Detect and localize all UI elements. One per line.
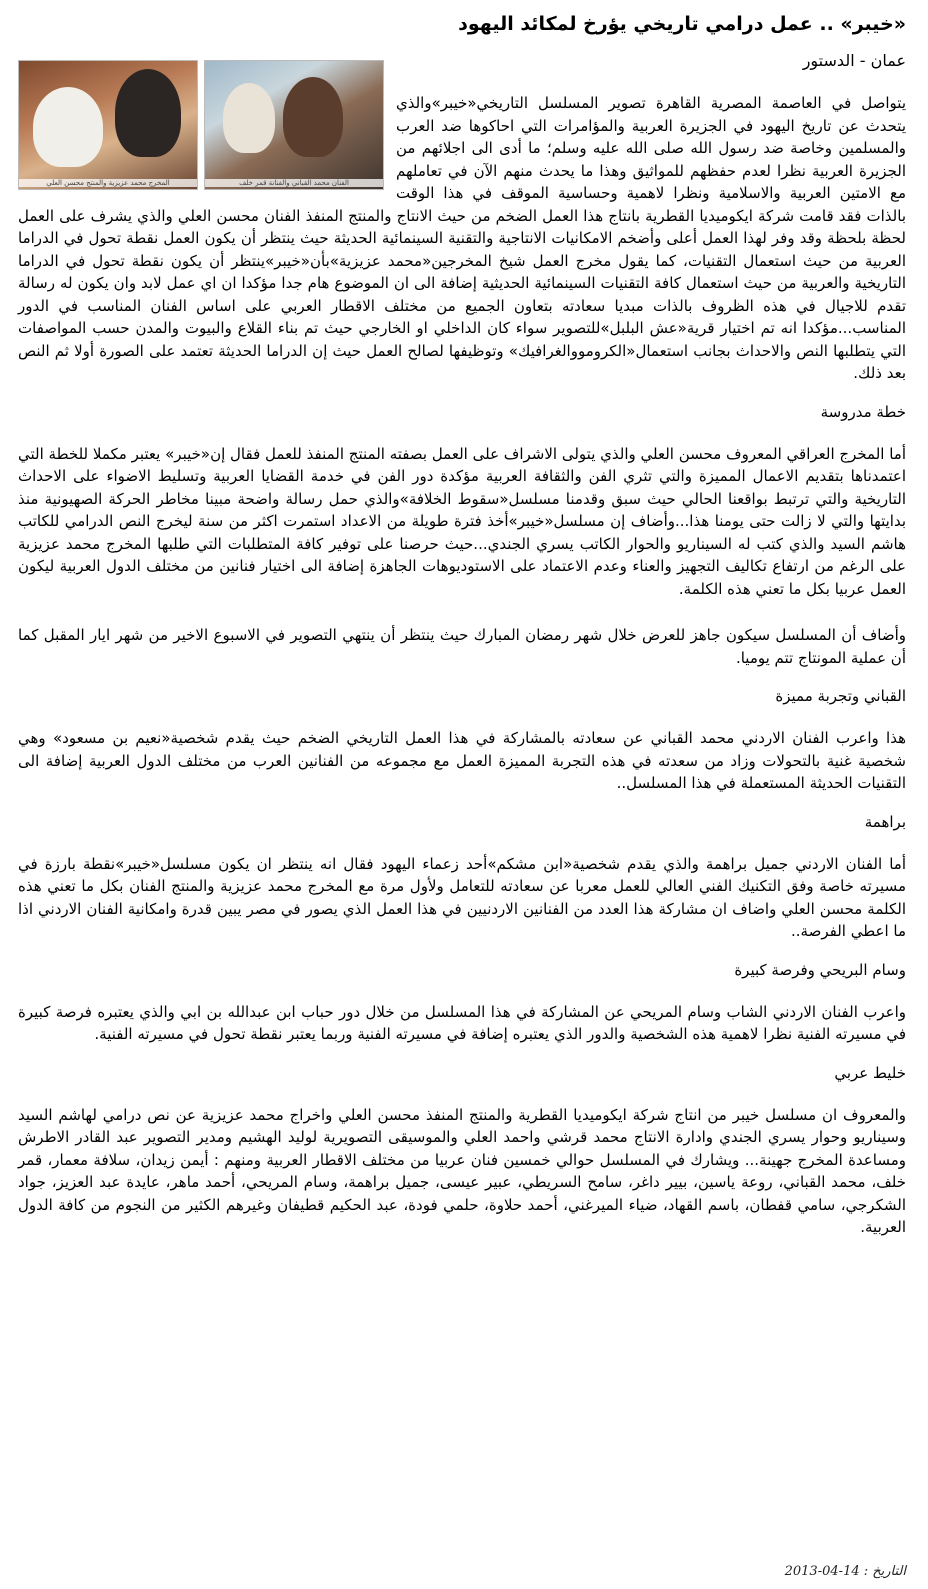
- photo-actors: [204, 60, 384, 190]
- article-photos: [18, 60, 384, 190]
- photo-caption: الفنان محمد القباني والفنانة قمر خلف: [205, 179, 383, 187]
- section-paragraph: هذا واعرب الفنان الاردني محمد القباني عن سعادته بالمشاركة في هذا العمل التاريخي الضخم حيث يقدم شخصية«نعيم بن مسعود» وهي شخصية غنية بالتحولات وزاد من سعدته في هذه التجربة المميزة العمل مع مجموعه من الفنانين العرب من مختلف الدول العربية إضافة الى التقنيات الحديثة المستعملة في هذا المسلسل..: [18, 729, 906, 792]
- section-paragraph: وأضاف أن المسلسل سيكون جاهز للعرض خلال شهر رمضان المبارك حيث ينتظر أن ينتهي التصوير في الاسبوع الاخير من شهر ايار المقبل كما أن عملية المونتاج تتم يوميا.: [18, 626, 906, 667]
- section-heading: وسام البريحي وفرصة كبيرة: [734, 960, 906, 979]
- section-paragraph: أما المخرج العراقي المعروف محسن العلي والذي يتولى الاشراف على العمل بصفته المنتج المنفذ للعمل فقال إن«خيبر» يعتبر مكملا للخطة التي اعتمدناها بتقديم الاعمال المميزة والتي تثري الفن والثقافة العربية مؤكدة دور الفن في خدمة القضايا العربية وتسليط الاضواء على الاحداث التاريخية والتي ترتبط بواقعنا الحالي حيث سبق وقدمنا مسلسل«سقوط الخلافة»والذي حمل رسالة واضحة مبينا مخاطر الحركة الصهيونية منذ بدايتها والتي لا زالت حتى يومنا هذا...وأضاف إن مسلسل«خيبر»أخذ فترة طويلة من الاعداد استمرت اكثر من سنة ليخرج النص الدرامي للكاتب هاشم السيد والذي كتب له السيناريو والحوار الكاتب يسري الجندي...حيث حرصنا على توفير كافة المتطلبات التي طلبها المخرج محمد عزيزية على الرغم من ارتفاع تكاليف التجهيز والعناء وعدم الاعتماد على الاستوديوهات الجاهزة إضافة الى اختيار فنانين من مختلف الدول العربية ليكون العمل عربيا بكل ما تعني هذه الكلمة.: [18, 444, 906, 598]
- article: [18, 8, 906, 1239]
- section-heading: خليط عربي: [834, 1063, 906, 1082]
- section-heading: براهمة: [864, 812, 906, 831]
- photo-director-producer: [18, 60, 198, 190]
- article-title: «خيبر» .. عمل درامي تاريخي يؤرخ لمكائد اليهود: [458, 13, 906, 35]
- section-heading: القباني وتجربة مميزة: [775, 687, 906, 705]
- photo-caption: المخرج محمد عزيزية والمنتج محسن العلي: [19, 179, 197, 187]
- section-heading: خطة مدروسة: [820, 402, 906, 421]
- intro-paragraph: يتواصل في العاصمة المصرية القاهرة تصوير المسلسل التاريخي«خيبر»والذي يتحدث عن تاريخ اليهود في الجزيرة العربية والمؤامرات التي احاكوها ضد العرب والمسلمين وخاصة ضد رسول الله صلى الله عليه وسلم؛ ما أدى الى اجلائهم من الجزيرة العربية نظرا لعدم حفظهم للمواثيق وهذا ما يحدث منهم الآن في تعاملهم مع الامتين العربية والاسلامية ونظرا لاهمية وحساسية الموقف في هذا الوقت بالذات فقد قامت شركة ايكوميديا القطرية بانتاج هذا العمل الضخم من حيث الانتاج والمنتج المنفذ الفنان محسن العلي والذي يشرف على العمل لحظة بلحظة وقد وفر لهذا العمل أعلى وأضخم الامكانيات الانتاجية والتقنية السينمائية الحديثة حيث ينتظر أن يكون العمل نقطة تحول في الدراما العربية من حيث استعمال التقنيات، كما يقول مخرج العمل شيخ المخرجين«محمد عزيزية»بأن«خيبر»ينتظر أن يكون نقطة تحول في الدراما التاريخية والعربية من حيث استعمال كافة التقنيات السينمائية الحديثية إضافة الى ان الموضوع هام جدا مؤكدا ان اي عمل لابد وان يكون له رسالة تقدم للاجيال في هذه الظروف بالذات مبديا سعادته بتعاون الجميع من مختلف الاقطار العربي على اساس الفنان المناسب في الدور المناسب...مؤكدا انه تم اختيار قرية«عش البلبل»للتصوير سواء كان الداخلي او الخارجي حيث تم بناء القلاع والبيوت والمدن حسب المواصفات التي يتطلبها النص والاحداث بجانب استعمال«الكرومووالغرافيك» وتوظيفها لصالح العمل حيث إن الدراما الحديثة تعتمد على الصورة أولا ثم النص بعد ذلك.: [18, 94, 906, 382]
- section-paragraph: واعرب الفنان الاردني الشاب وسام المريحي عن المشاركة في هذا المسلسل من خلال دور حباب ابن عبدالله بن ابي والذي يعتبره فرصة كبيرة في مسيرته الفنية نظرا لاهمية هذه الشخصية والدور الذي يعتبره إضافة في مسيرته الفنية وربما يعتبر نقطة تحول في مسيرته الفنية.: [18, 1002, 906, 1043]
- article-byline: عمان - الدستور: [802, 51, 906, 70]
- section-paragraph: أما الفنان الاردني جميل براهمة والذي يقدم شخصية«ابن مشكم»أحد زعماء اليهود فقال انه ينتظر ان يكون مسلسل«خيبر»نقطة بارزة في مسيرته خاصة وفق التكنيك الفني العالي للعمل معربا عن سعادته للتعامل ولأول مرة مع المخرج محمد عزيزية والمنتج الفنان بكل ما تعني هذه الكلمة محسن العلي واضاف ان مشاركة هذا العدد من الفنانين الاردنيين في هذا العمل الذي يصور في مصر يبين قدرة وامكانية الفنان الاردني اذا ما اعطي الفرصة..: [18, 854, 906, 940]
- article-date: التاريخ : 14-04-2013: [784, 1564, 906, 1579]
- section-paragraph: والمعروف ان مسلسل خيبر من انتاج شركة ايكوميديا القطرية والمنتج المنفذ محسن العلي واخراج محمد عزيزية عن نص درامي لهاشم السيد وسيناريو وحوار يسري الجندي وادارة الانتاج محمد قرشي واحمد العلي والموسيقى التصويرية لوليد الهشيم ومدير التصوير عبد القادر الاطرش ومساعدة المخرج جهينة... ويشارك في المسلسل حوالي خمسين فنان عربيا من مختلف الاقطار العربية ومنهم : أيمن زيدان، سلافة معمار، قمر خلف، محمد القباني، روعة ياسين، بيير داغر، سامح السريطي، عبير عيسى، جميل براهمة، وسام المريحي، أحمد ماهر، عايدة عبد العزيز، جواد الشكرجي، سامي قفطان، باسم القهاد، ضياء الميرغني، أحمد حلاوة، حلمي فودة، عبد الحكيم قطيفان وغيرهم الكثير من النجوم من كافة الدول العربية.: [18, 1105, 906, 1236]
